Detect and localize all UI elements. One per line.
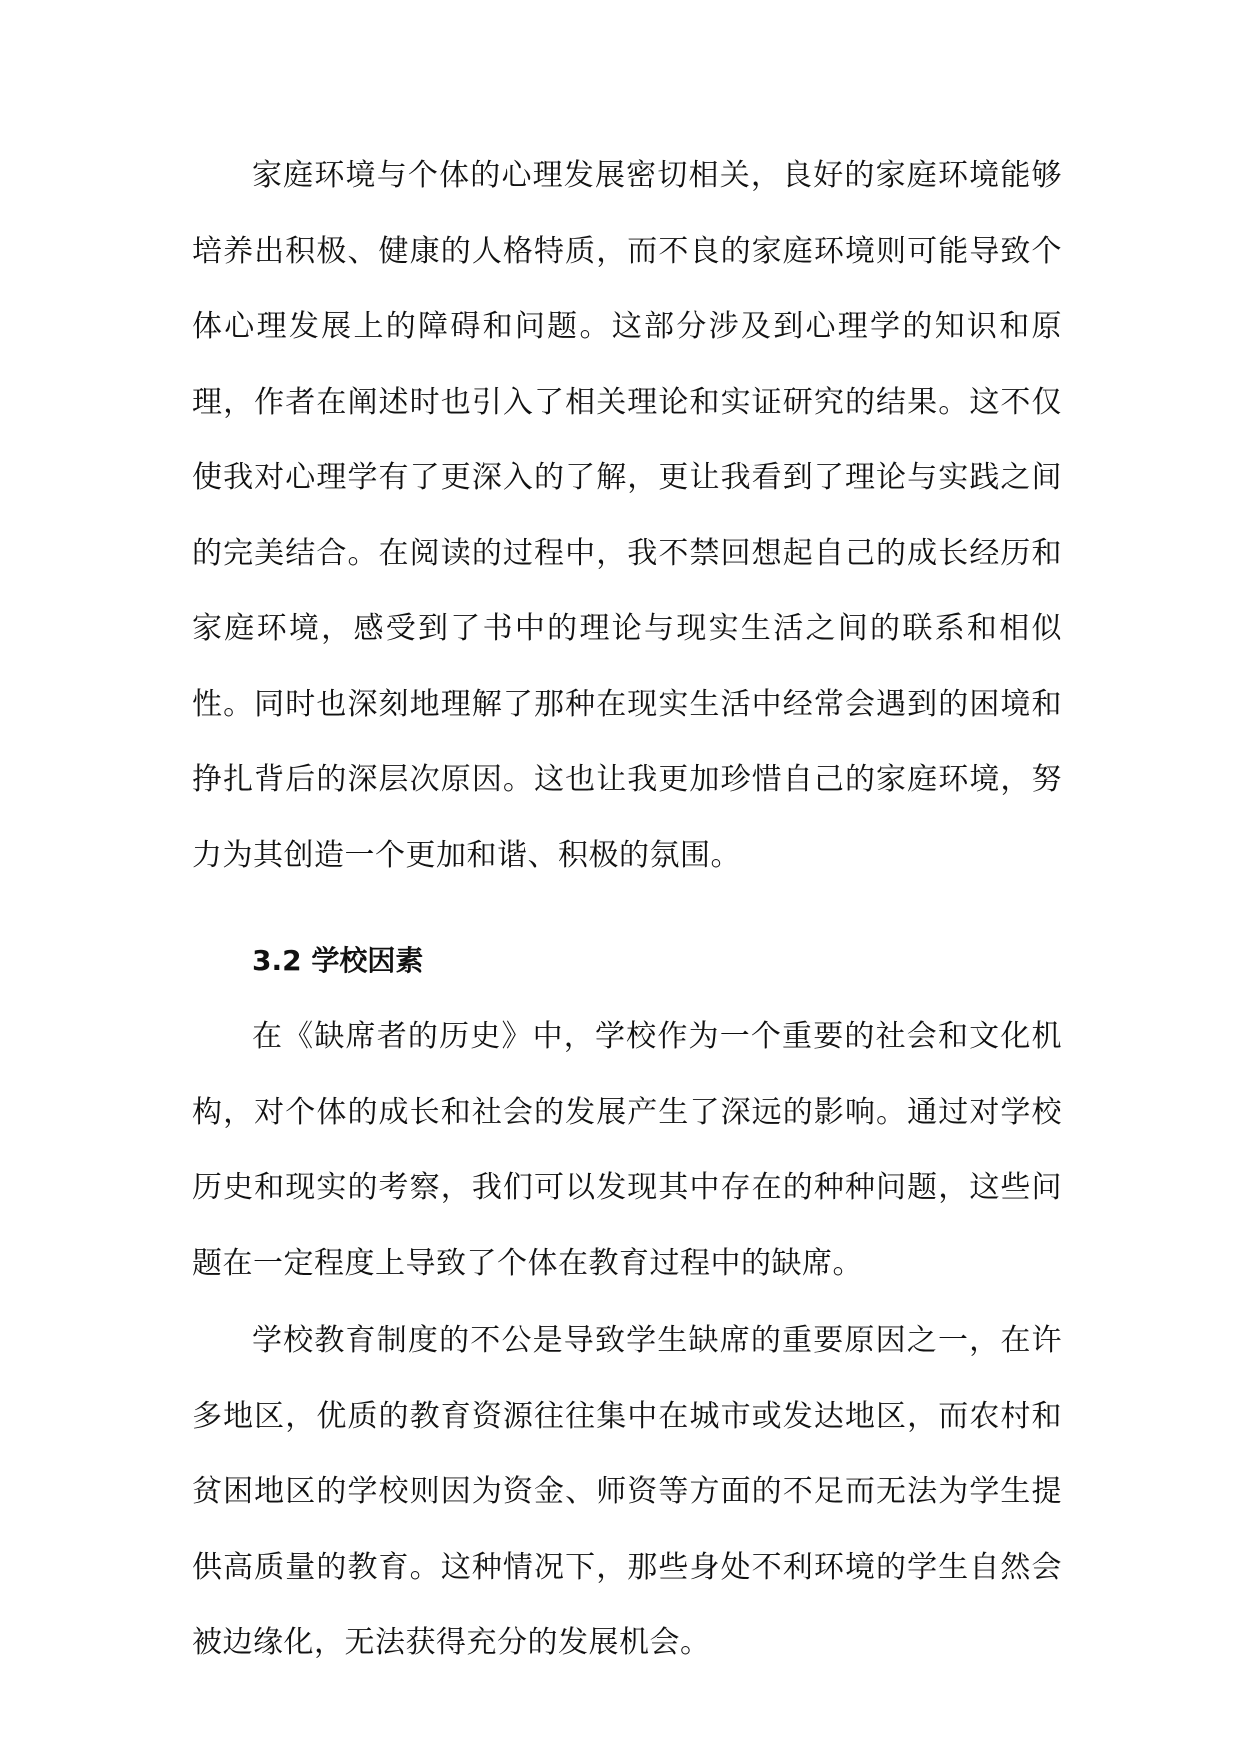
section-heading: 3.2 学校因素	[252, 944, 424, 977]
paragraph-school-inequality: 学校教育制度的不公是导致学生缺席的重要原因之一，在许多地区，优质的教育资源往往集中在城市或发达地区，而农村和贫困地区的学校则因为资金、师资等方面的不足而无法为学生提供高质量的教育。这种情况下，那些身处不利环境的学生自然会被边缘化，无法获得充分的发展机会。	[192, 1323, 1062, 1660]
paragraph-school-intro: 在《缺席者的历史》中，学校作为一个重要的社会和文化机构，对个体的成长和社会的发展产生了深远的影响。通过对学校历史和现实的考察，我们可以发现其中存在的种种问题，这些问题在一定程度上导致了个体在教育过程中的缺席。	[192, 1019, 1062, 1281]
spacer	[192, 893, 1062, 923]
document-page	[192, 138, 1062, 1681]
paragraph-family-environment: 家庭环境与个体的心理发展密切相关，良好的家庭环境能够培养出积极、健康的人格特质，而不良的家庭环境则可能导致个体心理发展上的障碍和问题。这部分涉及到心理学的知识和原理，作者在阐述时也引入了相关理论和实证研究的结果。这不仅使我对心理学有了更深入的了解，更让我看到了理论与实践之间的完美结合。在阅读的过程中，我不禁回想起自己的成长经历和家庭环境，感受到了书中的理论与现实生活之间的联系和相似性。同时也深刻地理解了那种在现实生活中经常会遇到的困境和挣扎背后的深层次原因。这也让我更加珍惜自己的家庭环境，努力为其创造一个更加和谐、积极的氛围。	[192, 158, 1062, 873]
